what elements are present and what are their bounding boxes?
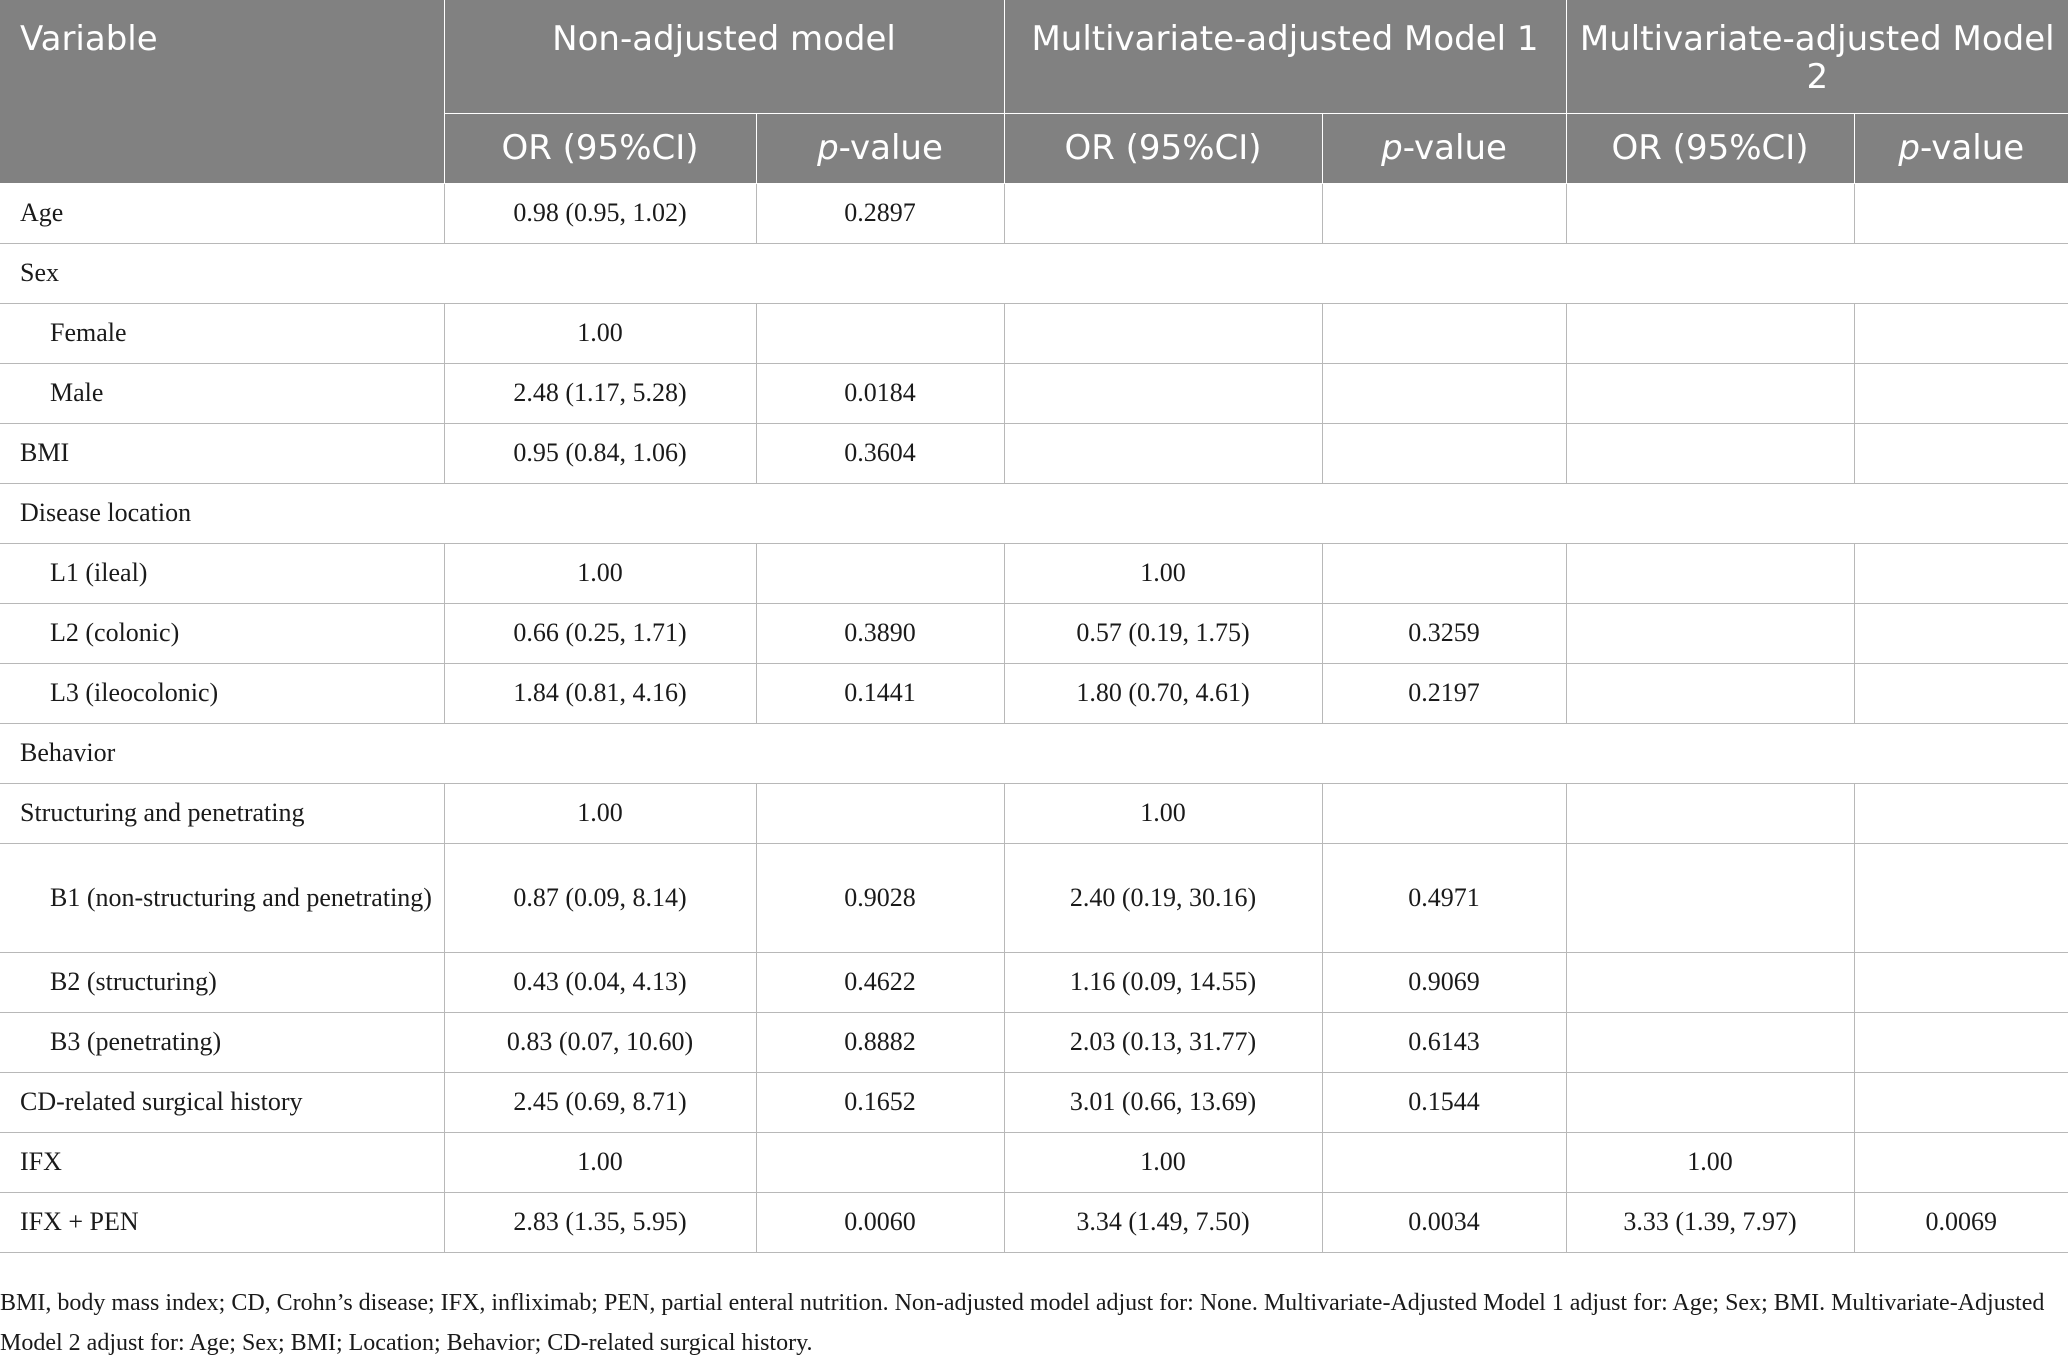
table-row: [0, 363, 2068, 423]
model2-p-cell: [1854, 363, 2068, 423]
non-adjusted-p-cell: [756, 303, 1004, 363]
table-row: [0, 1132, 2068, 1192]
table-row: [0, 183, 2068, 243]
row-label: Male: [0, 363, 444, 423]
non-adjusted-p-cell: [756, 1132, 1004, 1192]
model1-or-cell: 1.00: [1004, 543, 1322, 603]
model2-or-cell: [1566, 543, 1854, 603]
group-header-non-adjusted: Non-adjusted model: [444, 0, 1004, 113]
model1-or-cell: 1.80 (0.70, 4.61): [1004, 663, 1322, 723]
group-label: Disease location: [0, 483, 2068, 543]
non-adjusted-or-cell: 0.95 (0.84, 1.06): [444, 423, 756, 483]
model1-p-cell: [1322, 1132, 1566, 1192]
model1-p-cell: [1322, 423, 1566, 483]
table-row: [0, 1012, 2068, 1072]
row-label: L1 (ileal): [0, 543, 444, 603]
model1-or-cell: [1004, 183, 1322, 243]
table-group-row: [0, 243, 2068, 303]
model2-p-cell: [1854, 1012, 2068, 1072]
table-group-row: [0, 483, 2068, 543]
model1-or-cell: 0.57 (0.19, 1.75): [1004, 603, 1322, 663]
non-adjusted-p-cell: [756, 543, 1004, 603]
model2-or-cell: [1566, 1012, 1854, 1072]
table-row: [0, 543, 2068, 603]
model1-or-cell: 1.00: [1004, 1132, 1322, 1192]
table-row: [0, 303, 2068, 363]
non-adjusted-p-cell: 0.1441: [756, 663, 1004, 723]
table-row: [0, 603, 2068, 663]
non-adjusted-or-cell: 1.00: [444, 303, 756, 363]
model2-or-cell: [1566, 1072, 1854, 1132]
model2-p-cell: [1854, 952, 2068, 1012]
table-row: [0, 1072, 2068, 1132]
model2-p-cell: [1854, 843, 2068, 952]
model2-or-cell: [1566, 183, 1854, 243]
model1-p-cell: 0.6143: [1322, 1012, 1566, 1072]
non-adjusted-or-cell: 1.00: [444, 783, 756, 843]
non-adjusted-p-cell: 0.1652: [756, 1072, 1004, 1132]
non-adjusted-or-cell: 0.43 (0.04, 4.13): [444, 952, 756, 1012]
non-adjusted-p-cell: 0.0060: [756, 1192, 1004, 1252]
model1-or-cell: 3.01 (0.66, 13.69): [1004, 1072, 1322, 1132]
p-italic: p: [1898, 128, 1920, 168]
non-adjusted-or-cell: 1.00: [444, 543, 756, 603]
table-body: [0, 183, 2068, 1252]
p-suffix: -value: [838, 128, 943, 168]
p-suffix: -value: [1919, 128, 2025, 168]
row-label: B2 (structuring): [0, 952, 444, 1012]
model1-or-cell: [1004, 363, 1322, 423]
model1-or-cell: 2.40 (0.19, 30.16): [1004, 843, 1322, 952]
model2-p-cell: [1854, 543, 2068, 603]
model1-p-cell: 0.2197: [1322, 663, 1566, 723]
table-group-row: [0, 723, 2068, 783]
model2-or-cell: [1566, 303, 1854, 363]
non-adjusted-or-cell: 1.00: [444, 1132, 756, 1192]
non-adjusted-or-cell: 2.48 (1.17, 5.28): [444, 363, 756, 423]
model1-or-cell: 3.34 (1.49, 7.50): [1004, 1192, 1322, 1252]
group-header-model-2: Multivariate-adjusted Model 2: [1566, 0, 2068, 113]
model1-p-cell: 0.9069: [1322, 952, 1566, 1012]
non-adjusted-p-cell: 0.4622: [756, 952, 1004, 1012]
p-suffix: -value: [1402, 128, 1507, 168]
model2-or-cell: [1566, 663, 1854, 723]
model2-or-cell: 3.33 (1.39, 7.97): [1566, 1192, 1854, 1252]
table-header: [0, 0, 2068, 183]
row-label: CD-related surgical history: [0, 1072, 444, 1132]
p-value-header: [1854, 113, 2068, 183]
non-adjusted-or-cell: 1.84 (0.81, 4.16): [444, 663, 756, 723]
row-label: IFX + PEN: [0, 1192, 444, 1252]
row-label: L2 (colonic): [0, 603, 444, 663]
model2-p-cell: [1854, 783, 2068, 843]
model1-p-cell: [1322, 783, 1566, 843]
model1-p-cell: 0.0034: [1322, 1192, 1566, 1252]
model1-or-cell: 1.16 (0.09, 14.55): [1004, 952, 1322, 1012]
or-header: OR (95%CI): [1004, 113, 1322, 183]
or-header: OR (95%CI): [1566, 113, 1854, 183]
table-row: [0, 663, 2068, 723]
group-header-model-1: Multivariate-adjusted Model 1: [1004, 0, 1566, 113]
table-row: [0, 783, 2068, 843]
group-label: Sex: [0, 243, 2068, 303]
non-adjusted-p-cell: 0.9028: [756, 843, 1004, 952]
non-adjusted-or-cell: 2.83 (1.35, 5.95): [444, 1192, 756, 1252]
model1-p-cell: [1322, 363, 1566, 423]
model2-or-cell: [1566, 423, 1854, 483]
model1-p-cell: [1322, 543, 1566, 603]
table-row: [0, 952, 2068, 1012]
non-adjusted-or-cell: 0.98 (0.95, 1.02): [444, 183, 756, 243]
non-adjusted-p-cell: 0.2897: [756, 183, 1004, 243]
model2-or-cell: 1.00: [1566, 1132, 1854, 1192]
table-row: [0, 843, 2068, 952]
model1-or-cell: 2.03 (0.13, 31.77): [1004, 1012, 1322, 1072]
non-adjusted-p-cell: 0.3890: [756, 603, 1004, 663]
row-label: B1 (non-structuring and penetrating): [0, 843, 444, 952]
group-label: Behavior: [0, 723, 2068, 783]
row-label: BMI: [0, 423, 444, 483]
model1-p-cell: 0.3259: [1322, 603, 1566, 663]
table-row: [0, 1192, 2068, 1252]
model2-or-cell: [1566, 843, 1854, 952]
model2-p-cell: [1854, 303, 2068, 363]
model1-p-cell: [1322, 183, 1566, 243]
non-adjusted-or-cell: 0.66 (0.25, 1.71): [444, 603, 756, 663]
model1-p-cell: [1322, 303, 1566, 363]
non-adjusted-p-cell: 0.0184: [756, 363, 1004, 423]
row-label: L3 (ileocolonic): [0, 663, 444, 723]
model2-p-cell: [1854, 603, 2068, 663]
p-italic: p: [1381, 128, 1403, 168]
p-italic: p: [817, 128, 839, 168]
model2-or-cell: [1566, 952, 1854, 1012]
p-value-header: [1322, 113, 1566, 183]
model2-or-cell: [1566, 603, 1854, 663]
row-label: Structuring and penetrating: [0, 783, 444, 843]
or-header: OR (95%CI): [444, 113, 756, 183]
model1-p-cell: 0.4971: [1322, 843, 1566, 952]
model2-or-cell: [1566, 363, 1854, 423]
non-adjusted-or-cell: 0.83 (0.07, 10.60): [444, 1012, 756, 1072]
model2-p-cell: [1854, 1132, 2068, 1192]
row-label: IFX: [0, 1132, 444, 1192]
row-label: Age: [0, 183, 444, 243]
non-adjusted-p-cell: 0.8882: [756, 1012, 1004, 1072]
non-adjusted-p-cell: 0.3604: [756, 423, 1004, 483]
non-adjusted-p-cell: [756, 783, 1004, 843]
model1-or-cell: 1.00: [1004, 783, 1322, 843]
non-adjusted-or-cell: 2.45 (0.69, 8.71): [444, 1072, 756, 1132]
model2-p-cell: 0.0069: [1854, 1192, 2068, 1252]
row-label: Female: [0, 303, 444, 363]
p-value-header: [756, 113, 1004, 183]
table-row: [0, 423, 2068, 483]
model2-p-cell: [1854, 423, 2068, 483]
table-footnote: BMI, body mass index; CD, Crohn’s disease; IFX, infliximab; PEN, partial enteral nutrition. Non-adjusted model adjust for: None. Multivariate-Adjusted Model 1 adjust for: Age; Sex; BMI. Multivariate-Adjusted Model 2 adjust for: Age; Sex; BMI; Location; Behavior; CD-related surgical history.: [0, 1290, 2045, 1356]
model2-p-cell: [1854, 183, 2068, 243]
model1-or-cell: [1004, 423, 1322, 483]
model2-or-cell: [1566, 783, 1854, 843]
variable-header: Variable: [0, 0, 444, 183]
row-label: B3 (penetrating): [0, 1012, 444, 1072]
model2-p-cell: [1854, 1072, 2068, 1132]
model1-or-cell: [1004, 303, 1322, 363]
model1-p-cell: 0.1544: [1322, 1072, 1566, 1132]
model2-p-cell: [1854, 663, 2068, 723]
non-adjusted-or-cell: 0.87 (0.09, 8.14): [444, 843, 756, 952]
